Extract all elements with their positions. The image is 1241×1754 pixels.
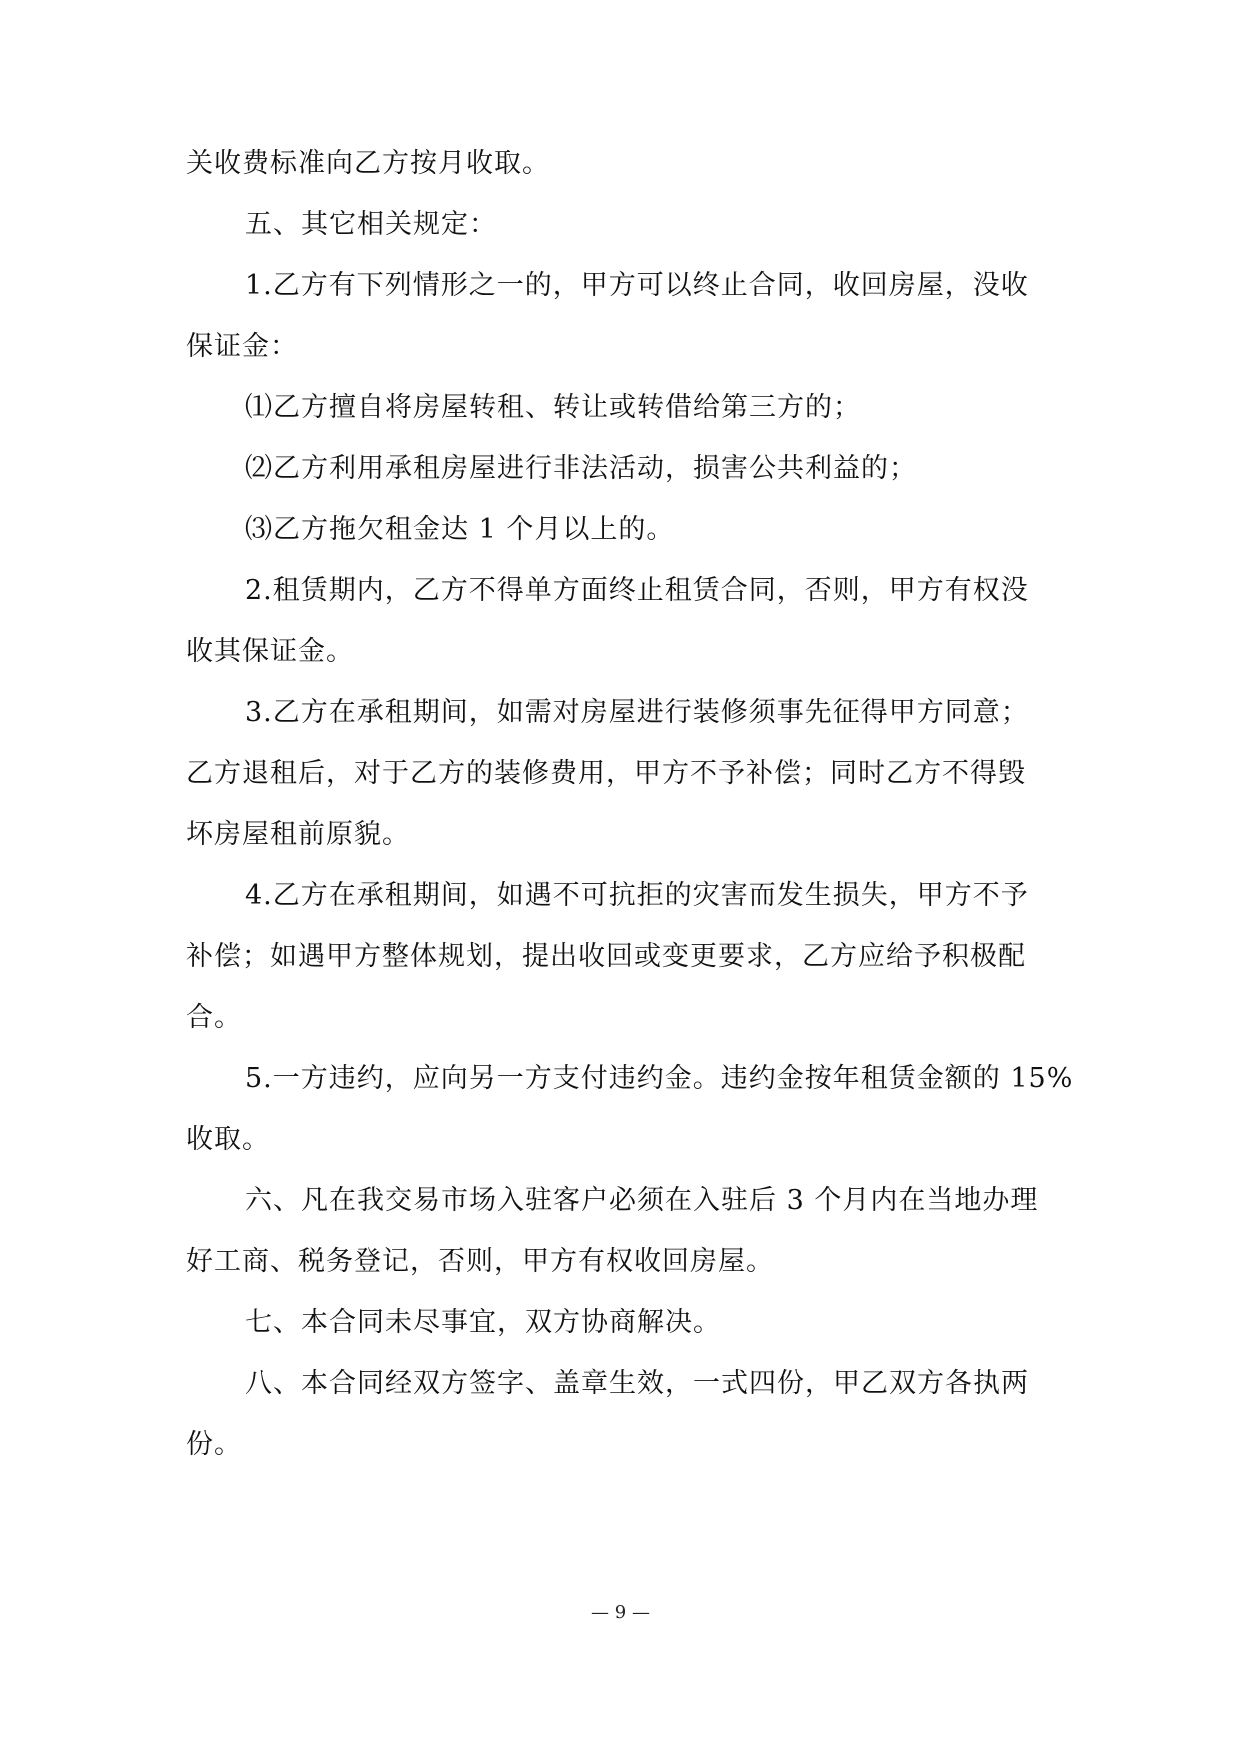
list-item: ⑴乙方擅自将房屋转租、转让或转借给第三方的； xyxy=(245,392,861,423)
text-line: 合。 xyxy=(186,1002,242,1033)
text-line: 1.乙方有下列情形之一的，甲方可以终止合同，收回房屋，没收 xyxy=(245,270,1029,301)
text-line: 好工商、税务登记，否则，甲方有权收回房屋。 xyxy=(186,1246,774,1277)
text-line: 份。 xyxy=(186,1429,242,1460)
text-line: 收取。 xyxy=(186,1124,270,1155)
list-item: ⑶乙方拖欠租金达 1 个月以上的。 xyxy=(245,514,675,545)
section-heading: 七、本合同未尽事宜，双方协商解决。 xyxy=(245,1307,721,1338)
section-heading: 五、其它相关规定： xyxy=(245,209,497,240)
text-line: 5.一方违约，应向另一方支付违约金。违约金按年租赁金额的 15% xyxy=(245,1063,1074,1094)
text-line: 坏房屋租前原貌。 xyxy=(186,819,410,850)
section-heading: 六、凡在我交易市场入驻客户必须在入驻后 3 个月内在当地办理 xyxy=(245,1185,1039,1216)
text-line: 保证金： xyxy=(186,331,298,362)
text-line: 乙方退租后，对于乙方的装修费用，甲方不予补偿；同时乙方不得毁 xyxy=(186,758,1026,789)
text-line: 关收费标准向乙方按月收取。 xyxy=(186,148,550,179)
text-line: 4.乙方在承租期间，如遇不可抗拒的灾害而发生损失，甲方不予 xyxy=(245,880,1029,911)
page-number: — 9 — xyxy=(591,1602,650,1623)
section-heading: 八、本合同经双方签字、盖章生效，一式四份，甲乙双方各执两 xyxy=(245,1368,1029,1399)
text-line: 2.租赁期内，乙方不得单方面终止租赁合同，否则，甲方有权没 xyxy=(245,575,1029,606)
text-line: 收其保证金。 xyxy=(186,636,354,667)
text-line: 3.乙方在承租期间，如需对房屋进行装修须事先征得甲方同意； xyxy=(245,697,1029,728)
list-item: ⑵乙方利用承租房屋进行非法活动，损害公共利益的； xyxy=(245,453,917,484)
text-line: 补偿；如遇甲方整体规划，提出收回或变更要求，乙方应给予积极配 xyxy=(186,941,1026,972)
